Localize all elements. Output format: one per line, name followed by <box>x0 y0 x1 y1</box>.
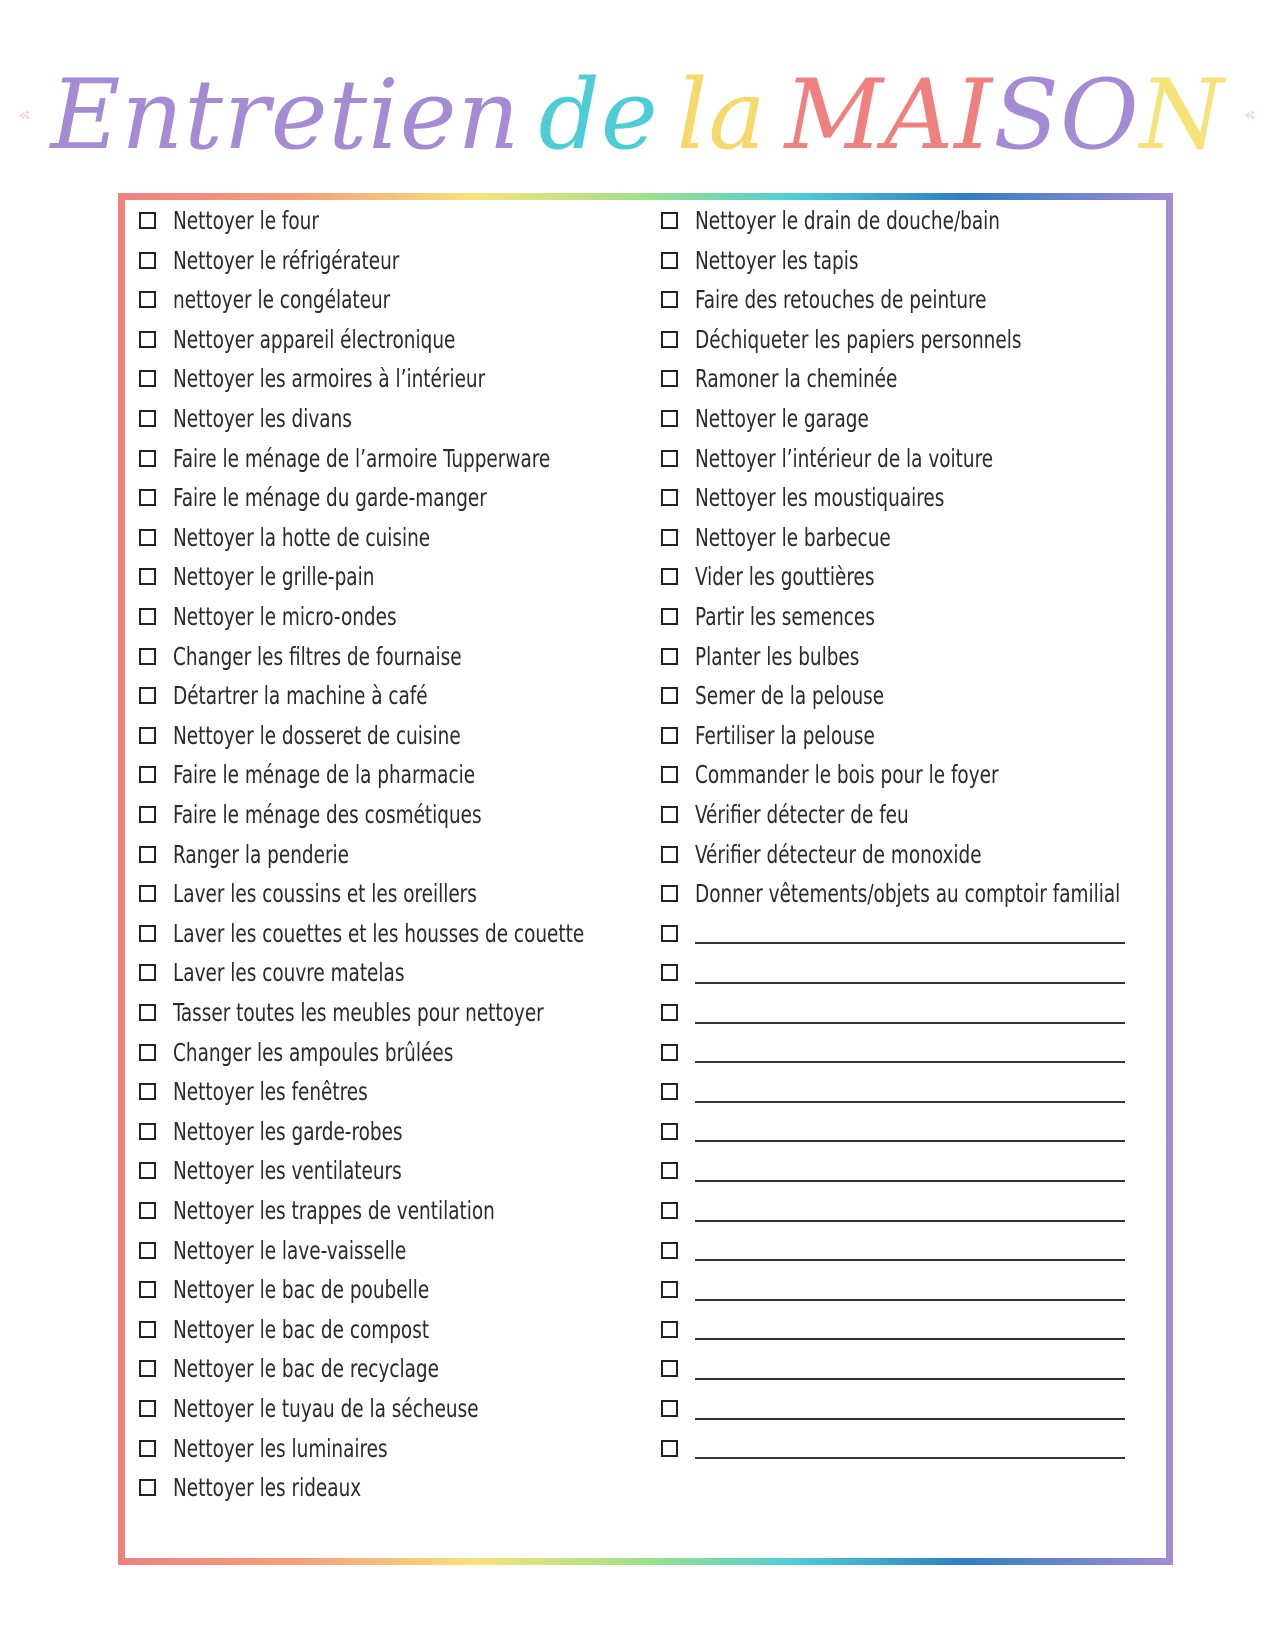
checkbox[interactable] <box>661 1162 678 1179</box>
checklist-item-label: Nettoyer appareil électronique <box>173 324 456 354</box>
title-part: SO <box>993 59 1140 171</box>
checklist-item-label: Laver les couvre matelas <box>173 958 405 988</box>
blank-write-in-line[interactable] <box>695 982 1125 984</box>
checkbox[interactable] <box>139 529 156 546</box>
checkbox[interactable] <box>661 1004 678 1021</box>
checklist-item-label: Vérifier détecteur de monoxide <box>695 839 982 869</box>
checklist-item[interactable] <box>139 754 541 795</box>
checkbox[interactable] <box>139 727 156 744</box>
checklist-item[interactable] <box>139 1388 546 1429</box>
checklist-item-label: Donner vêtements/objets au comptoir familial <box>695 879 1121 909</box>
checkbox[interactable] <box>139 1400 156 1417</box>
checklist-item[interactable] <box>661 873 1214 914</box>
checklist-item[interactable] <box>139 952 455 993</box>
checklist-item-label: Commander le bois pour le foyer <box>695 760 999 790</box>
checklist-item-label: Nettoyer les fenêtres <box>173 1077 368 1107</box>
checklist-item[interactable] <box>661 240 894 281</box>
title-part: N <box>1139 59 1225 171</box>
checklist-item-label: Nettoyer la hotte de cuisine <box>173 522 431 552</box>
title-part: la <box>676 59 767 171</box>
checklist-item-label: Ranger la penderie <box>173 839 350 869</box>
checklist-item[interactable] <box>661 1032 1125 1073</box>
checklist-item[interactable] <box>139 517 487 558</box>
checkbox[interactable] <box>661 766 678 783</box>
checkbox[interactable] <box>139 608 156 625</box>
checkbox[interactable] <box>661 529 678 546</box>
blank-write-in-line[interactable] <box>695 1022 1125 1024</box>
checklist-item-label: Nettoyer le lave-vaisselle <box>173 1235 407 1265</box>
checklist-item-label: Faire le ménage de l’armoire Tupperware <box>173 443 551 473</box>
checklist-item[interactable] <box>661 913 1125 954</box>
checklist-item[interactable] <box>661 952 1125 993</box>
checklist-item-label: Détartrer la machine à café <box>173 681 428 711</box>
checkbox[interactable] <box>661 648 678 665</box>
checklist-item[interactable] <box>139 240 449 281</box>
checklist-item[interactable] <box>661 834 1044 875</box>
checklist-item[interactable] <box>139 715 524 756</box>
checkbox[interactable] <box>139 1479 156 1496</box>
checkbox[interactable] <box>139 212 156 229</box>
checkbox[interactable] <box>139 291 156 308</box>
checklist-item-label: Nettoyer les tapis <box>695 245 859 275</box>
checklist-item[interactable] <box>139 358 554 399</box>
checklist-item[interactable] <box>139 200 351 241</box>
checklist-item-label: Partir les semences <box>695 602 875 631</box>
sparkle-icon <box>20 80 30 150</box>
checklist-item-label: Nettoyer le bac de poubelle <box>173 1275 430 1305</box>
checklist-item[interactable] <box>139 1111 453 1152</box>
checkbox[interactable] <box>661 489 678 506</box>
checklist-item[interactable] <box>139 1428 435 1469</box>
checklist-area <box>125 200 1166 1558</box>
checklist-item-label: Nettoyer le four <box>173 206 319 235</box>
checkbox[interactable] <box>661 1083 678 1100</box>
checkbox[interactable] <box>139 885 156 902</box>
checklist-item[interactable] <box>139 1348 497 1389</box>
checkbox[interactable] <box>139 1162 156 1179</box>
checklist-item[interactable] <box>661 1309 1125 1350</box>
checklist-item-label: Nettoyer les garde-robes <box>173 1116 403 1146</box>
checkbox[interactable] <box>139 806 156 823</box>
checklist-item[interactable] <box>139 556 419 597</box>
checklist-item[interactable] <box>661 1269 1125 1310</box>
checkbox[interactable] <box>661 1400 678 1417</box>
blank-write-in-line[interactable] <box>695 1378 1125 1380</box>
checklist-item-label: Changer les ampoules brûlées <box>173 1037 454 1067</box>
checklist-item-label: Nettoyer les armoires à l’intérieur <box>173 364 486 394</box>
checkbox[interactable] <box>139 1281 156 1298</box>
checkbox[interactable] <box>661 846 678 863</box>
checklist-item[interactable] <box>139 1269 485 1310</box>
checklist-item-label: Nettoyer le grille-pain <box>173 562 375 592</box>
checklist-item-label: Nettoyer les rideaux <box>173 1473 362 1503</box>
checkbox[interactable] <box>661 1281 678 1298</box>
checkbox[interactable] <box>661 1123 678 1140</box>
checklist-item[interactable] <box>661 636 895 677</box>
checklist-item-label: Nettoyer le bac de compost <box>173 1314 430 1344</box>
blank-write-in-line[interactable] <box>695 1338 1125 1340</box>
checklist-item[interactable] <box>661 675 926 716</box>
checklist-item-label: Nettoyer le drain de douche/bain <box>695 206 1001 235</box>
checklist-item[interactable] <box>661 358 942 399</box>
checkbox[interactable] <box>661 1242 678 1259</box>
checklist-item[interactable] <box>139 398 391 439</box>
checklist-item-label: Nettoyer le dosseret de cuisine <box>173 720 461 750</box>
blank-write-in-line[interactable] <box>695 1061 1125 1063</box>
blank-write-in-line[interactable] <box>695 1220 1125 1222</box>
checklist-item[interactable] <box>661 200 1067 241</box>
checklist-item[interactable] <box>139 873 544 914</box>
checklist-item[interactable] <box>661 438 1058 479</box>
checklist-item-label: Faire le ménage du garde-manger <box>173 483 487 513</box>
checklist-item-label: Tasser toutes les meubles pour nettoyer <box>173 998 544 1027</box>
checklist-item-label: Faire des retouches de peinture <box>695 285 987 315</box>
checkbox[interactable] <box>661 252 678 269</box>
blank-write-in-line[interactable] <box>695 1140 1125 1142</box>
checkbox[interactable] <box>661 806 678 823</box>
checklist-item-label: Nettoyer le barbecue <box>695 522 891 552</box>
checklist-item-label: Nettoyer l’intérieur de la voiture <box>695 443 994 473</box>
title-part: de <box>538 59 659 171</box>
checklist-frame <box>118 193 1173 1565</box>
blank-write-in-line[interactable] <box>695 1180 1125 1182</box>
checkbox[interactable] <box>139 687 156 704</box>
checkbox[interactable] <box>139 450 156 467</box>
checkbox[interactable] <box>139 1202 156 1219</box>
checklist-item-label: Nettoyer le micro-ondes <box>173 602 397 631</box>
checklist-item[interactable] <box>139 279 438 320</box>
title-part: MAI <box>784 59 994 171</box>
checklist-item-label: Nettoyer les ventilateurs <box>173 1156 402 1186</box>
checkbox[interactable] <box>139 964 156 981</box>
checkbox[interactable] <box>139 1321 156 1338</box>
checklist-item-label: Planter les bulbes <box>695 641 860 671</box>
checkbox[interactable] <box>661 331 678 348</box>
checkbox[interactable] <box>661 370 678 387</box>
checklist-item-label: Nettoyer le tuyau de la sécheuse <box>173 1394 479 1423</box>
checklist-item[interactable] <box>139 636 525 677</box>
checklist-item[interactable] <box>139 1032 515 1073</box>
checkbox[interactable] <box>661 212 678 229</box>
checkbox[interactable] <box>661 450 678 467</box>
page-title <box>50 59 1225 171</box>
checklist-item-label: Nettoyer le garage <box>695 404 869 433</box>
sparkle-icon <box>1245 80 1255 150</box>
checklist-item[interactable] <box>661 794 956 835</box>
checklist-item-label: Changer les filtres de fournaise <box>173 641 462 671</box>
checklist-item[interactable] <box>661 477 999 518</box>
checkbox[interactable] <box>139 648 156 665</box>
checklist-item[interactable] <box>139 319 517 360</box>
blank-write-in-line[interactable] <box>695 1101 1125 1103</box>
checklist-item[interactable] <box>139 834 388 875</box>
checklist-item[interactable] <box>661 1230 1125 1271</box>
checklist-item-label: Nettoyer le bac de recyclage <box>173 1354 440 1384</box>
checklist-item-label: Nettoyer les divans <box>173 404 352 433</box>
checkbox[interactable] <box>661 1044 678 1061</box>
checklist-item[interactable] <box>661 754 1065 795</box>
checklist-item[interactable] <box>661 556 914 597</box>
checkbox[interactable] <box>661 568 678 585</box>
checklist-item[interactable] <box>661 398 907 439</box>
checklist-item-label: Vérifier détecter de feu <box>695 800 909 829</box>
checkbox[interactable] <box>139 846 156 863</box>
checkbox[interactable] <box>661 410 678 427</box>
checklist-item[interactable] <box>139 675 484 716</box>
checkbox[interactable] <box>139 568 156 585</box>
checklist-item[interactable] <box>661 1111 1125 1152</box>
checkbox[interactable] <box>661 1321 678 1338</box>
checklist-item-label: Faire le ménage de la pharmacie <box>173 760 476 790</box>
checklist-item-label: Vider les gouttières <box>695 562 875 592</box>
checklist-item-label: Laver les couettes et les housses de couette <box>173 918 585 948</box>
checkbox[interactable] <box>139 331 156 348</box>
checklist-item-label: Déchiqueter les papiers personnels <box>695 324 1022 354</box>
checklist-item[interactable] <box>661 1428 1125 1469</box>
checklist-item[interactable] <box>139 992 625 1033</box>
checkbox[interactable] <box>139 489 156 506</box>
checkbox[interactable] <box>139 1004 156 1021</box>
checkbox[interactable] <box>139 1440 156 1457</box>
checklist-item[interactable] <box>661 715 914 756</box>
checklist-item[interactable] <box>139 1190 565 1231</box>
blank-write-in-line[interactable] <box>695 1457 1125 1459</box>
checkbox[interactable] <box>139 370 156 387</box>
checklist-item[interactable] <box>661 992 1125 1033</box>
checklist-item[interactable] <box>661 319 1093 360</box>
checklist-item[interactable] <box>139 1309 485 1350</box>
blank-write-in-line[interactable] <box>695 1299 1125 1301</box>
checklist-item-label: Ramoner la cheminée <box>695 364 898 394</box>
checkbox[interactable] <box>661 1440 678 1457</box>
checklist-item[interactable] <box>661 1190 1125 1231</box>
blank-write-in-line[interactable] <box>695 1418 1125 1420</box>
checklist-item-label: Faire le ménage des cosmétiques <box>173 800 482 829</box>
checkbox[interactable] <box>139 1242 156 1259</box>
checkbox[interactable] <box>139 1044 156 1061</box>
checklist-item[interactable] <box>661 1071 1125 1112</box>
checklist-item[interactable] <box>139 438 633 479</box>
checklist-item-label: Nettoyer les luminaires <box>173 1433 388 1463</box>
checklist-item[interactable] <box>661 1348 1125 1389</box>
checklist-item[interactable] <box>139 596 446 637</box>
checklist-item[interactable] <box>139 1071 410 1112</box>
checkbox[interactable] <box>139 410 156 427</box>
checkbox[interactable] <box>661 885 678 902</box>
checklist-item[interactable] <box>139 1150 452 1191</box>
checklist-item[interactable] <box>661 1150 1125 1191</box>
checklist-item-label: Semer de la pelouse <box>695 681 885 711</box>
title-row <box>0 40 1275 190</box>
title-part: Entretien <box>50 59 521 171</box>
checklist-item[interactable] <box>661 517 934 558</box>
checklist-item[interactable] <box>661 279 1051 320</box>
checkbox[interactable] <box>139 1083 156 1100</box>
checkbox[interactable] <box>661 727 678 744</box>
blank-write-in-line[interactable] <box>695 942 1125 944</box>
checklist-item-label: Nettoyer les moustiquaires <box>695 483 945 513</box>
checkbox[interactable] <box>661 964 678 981</box>
checklist-item-label: Laver les coussins et les oreillers <box>173 879 477 909</box>
checkbox[interactable] <box>661 608 678 625</box>
checklist-item-label: Nettoyer le réfrigérateur <box>173 245 400 275</box>
checkbox[interactable] <box>139 766 156 783</box>
checklist-item-label: Nettoyer les trappes de ventilation <box>173 1196 495 1225</box>
checkbox[interactable] <box>661 687 678 704</box>
checkbox[interactable] <box>139 925 156 942</box>
checklist-item[interactable] <box>139 794 549 835</box>
blank-write-in-line[interactable] <box>695 1259 1125 1261</box>
checkbox[interactable] <box>139 252 156 269</box>
checklist-item-label: Fertiliser la pelouse <box>695 720 875 750</box>
checkbox[interactable] <box>139 1360 156 1377</box>
checklist-item[interactable] <box>139 1230 457 1271</box>
checkbox[interactable] <box>661 925 678 942</box>
checkbox[interactable] <box>139 1123 156 1140</box>
checklist-item[interactable] <box>661 1388 1125 1429</box>
checkbox[interactable] <box>661 1360 678 1377</box>
checkbox[interactable] <box>661 1202 678 1219</box>
checkbox[interactable] <box>661 291 678 308</box>
checklist-item[interactable] <box>661 596 914 637</box>
checklist-item-label: nettoyer le congélateur <box>173 285 391 315</box>
checklist-item[interactable] <box>139 1467 403 1508</box>
checklist-item[interactable] <box>139 913 674 954</box>
checklist-item[interactable] <box>139 477 556 518</box>
